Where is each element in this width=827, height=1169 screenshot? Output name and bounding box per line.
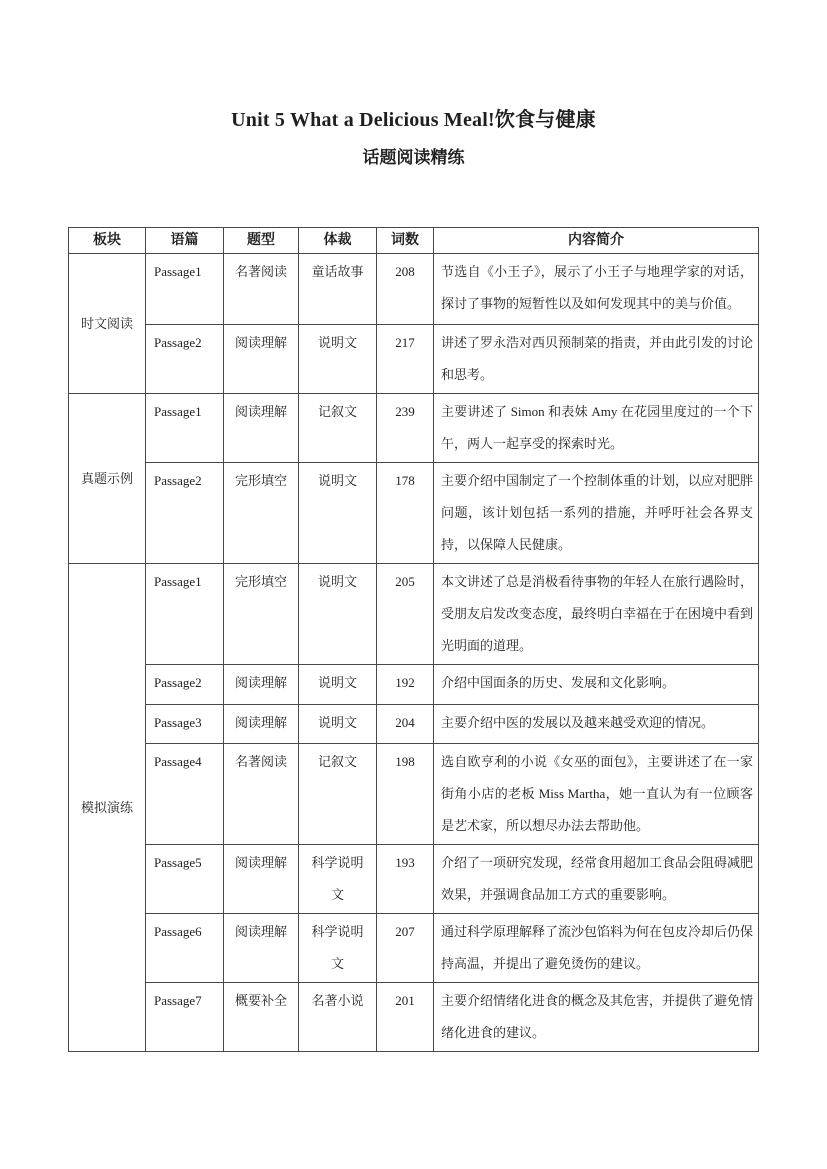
question-type-cell: 阅读理解 (224, 394, 299, 463)
question-type-cell: 完形填空 (224, 463, 299, 564)
genre-cell: 记叙文 (299, 744, 377, 845)
summary-cell: 主要讲述了 Simon 和表妹 Amy 在花园里度过的一个下午，两人一起享受的探索时光。 (434, 394, 759, 463)
summary-cell: 本文讲述了总是消极看待事物的年轻人在旅行遇险时，受朋友启发改变态度，最终明白幸福在于在困境中看到光明面的道理。 (434, 564, 759, 665)
passage-cell: Passage2 (146, 463, 224, 564)
title-english: Unit 5 What a Delicious Meal! (231, 109, 495, 131)
column-header-summary: 内容简介 (434, 228, 759, 254)
table-header-row (69, 228, 759, 254)
column-header-wordcount: 词数 (377, 228, 434, 254)
table-row (69, 983, 759, 1052)
question-type-cell: 阅读理解 (224, 705, 299, 744)
table-row (69, 394, 759, 463)
summary-cell: 介绍了一项研究发现，经常食用超加工食品会阻碍减肥效果，并强调食品加工方式的重要影响。 (434, 845, 759, 914)
passage-cell: Passage1 (146, 254, 224, 325)
question-type-cell: 名著阅读 (224, 254, 299, 325)
document-subtitle: 话题阅读精练 (362, 148, 465, 167)
summary-cell: 讲述了罗永浩对西贝预制菜的指责，并由此引发的讨论和思考。 (434, 325, 759, 394)
column-header-passage: 语篇 (146, 228, 224, 254)
word-count-cell: 204 (377, 705, 434, 744)
genre-cell: 说明文 (299, 564, 377, 665)
section-cell: 模拟演练 (69, 564, 146, 1052)
passage-cell: Passage6 (146, 914, 224, 983)
word-count-cell: 207 (377, 914, 434, 983)
genre-cell: 说明文 (299, 665, 377, 705)
summary-cell: 介绍中国面条的历史、发展和文化影响。 (434, 665, 759, 705)
table-row (69, 914, 759, 983)
genre-cell: 说明文 (299, 325, 377, 394)
summary-cell: 主要介绍情绪化进食的概念及其危害，并提供了避免情绪化进食的建议。 (434, 983, 759, 1052)
table-row (69, 845, 759, 914)
passage-cell: Passage3 (146, 705, 224, 744)
word-count-cell: 178 (377, 463, 434, 564)
word-count-cell: 239 (377, 394, 434, 463)
column-header-genre: 体裁 (299, 228, 377, 254)
genre-cell: 科学说明文 (299, 845, 377, 914)
genre-cell: 名著小说 (299, 983, 377, 1052)
table-row (69, 665, 759, 705)
word-count-cell: 192 (377, 665, 434, 705)
question-type-cell: 完形填空 (224, 564, 299, 665)
word-count-cell: 198 (377, 744, 434, 845)
question-type-cell: 阅读理解 (224, 665, 299, 705)
word-count-cell: 193 (377, 845, 434, 914)
summary-cell: 主要介绍中医的发展以及越来越受欢迎的情况。 (434, 705, 759, 744)
question-type-cell: 阅读理解 (224, 845, 299, 914)
document-title (0, 0, 827, 134)
section-cell: 时文阅读 (69, 254, 146, 394)
table-row (69, 463, 759, 564)
passage-cell: Passage1 (146, 564, 224, 665)
genre-cell: 童话故事 (299, 254, 377, 325)
title-chinese: 饮食与健康 (494, 109, 596, 131)
question-type-cell: 阅读理解 (224, 914, 299, 983)
question-type-cell: 名著阅读 (224, 744, 299, 845)
table-row (69, 744, 759, 845)
question-type-cell: 概要补全 (224, 983, 299, 1052)
table-row (69, 564, 759, 665)
word-count-cell: 205 (377, 564, 434, 665)
genre-cell: 记叙文 (299, 394, 377, 463)
reading-practice-table (68, 227, 759, 1052)
genre-cell: 说明文 (299, 705, 377, 744)
word-count-cell: 208 (377, 254, 434, 325)
genre-cell: 科学说明文 (299, 914, 377, 983)
column-header-qtype: 题型 (224, 228, 299, 254)
table-row (69, 705, 759, 744)
column-header-section: 板块 (69, 228, 146, 254)
table-row (69, 254, 759, 325)
passage-cell: Passage4 (146, 744, 224, 845)
passage-cell: Passage2 (146, 325, 224, 394)
summary-cell: 选自欧亨利的小说《女巫的面包》，主要讲述了在一家街角小店的老板 Miss Martha，她一直认为有一位顾客是艺术家，所以想尽办法去帮助他。 (434, 744, 759, 845)
genre-cell: 说明文 (299, 463, 377, 564)
passage-cell: Passage5 (146, 845, 224, 914)
passage-cell: Passage2 (146, 665, 224, 705)
passage-cell: Passage1 (146, 394, 224, 463)
summary-cell: 通过科学原理解释了流沙包馅料为何在包皮冷却后仍保持高温，并提出了避免烫伤的建议。 (434, 914, 759, 983)
passage-cell: Passage7 (146, 983, 224, 1052)
summary-cell: 主要介绍中国制定了一个控制体重的计划，以应对肥胖问题，该计划包括一系列的措施，并呼吁社会各界支持，以保障人民健康。 (434, 463, 759, 564)
table-row (69, 325, 759, 394)
word-count-cell: 201 (377, 983, 434, 1052)
section-cell: 真题示例 (69, 394, 146, 564)
summary-cell: 节选自《小王子》，展示了小王子与地理学家的对话，探讨了事物的短暂性以及如何发现其中的美与价值。 (434, 254, 759, 325)
question-type-cell: 阅读理解 (224, 325, 299, 394)
word-count-cell: 217 (377, 325, 434, 394)
